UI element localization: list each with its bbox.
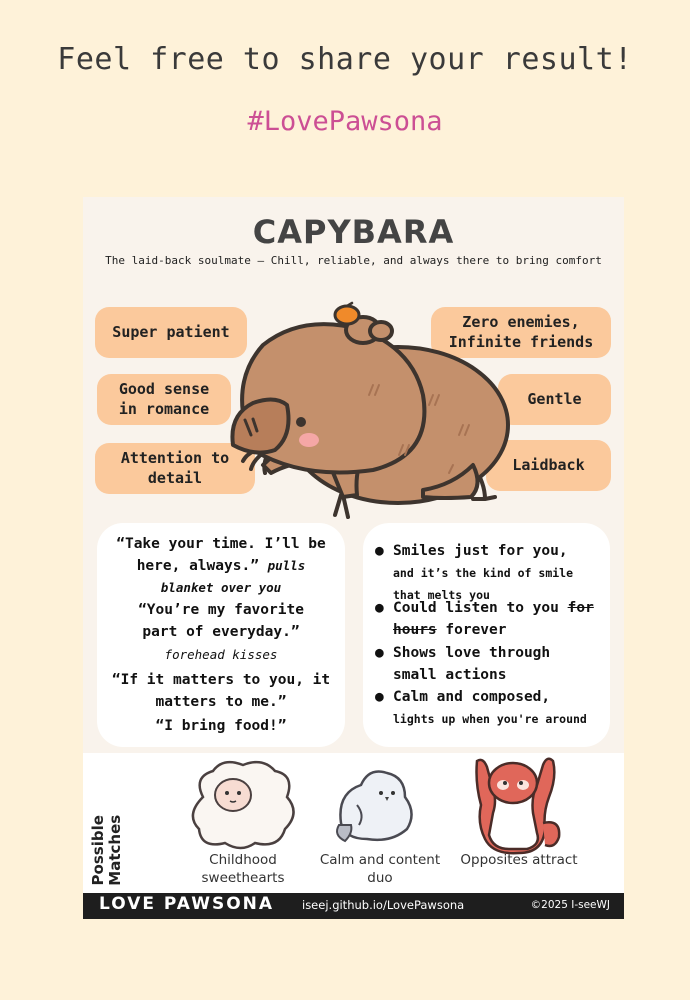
quotes-panel [97, 523, 345, 747]
quote-text: “You’re my favorite part of everyday.” [138, 602, 304, 640]
match-label: Opposites attract [460, 852, 578, 868]
trait-label: Super patient [112, 322, 230, 341]
hashtag: #LovePawsona [247, 106, 443, 137]
trait-label: Laidback [512, 455, 585, 474]
match-label: Childhood sweethearts [201, 852, 285, 887]
list-item: ● Could listen to you for hours forever [375, 600, 594, 638]
quote-action: pulls blanket over you [160, 557, 306, 595]
quote-text: “I bring food!” [155, 718, 287, 734]
matches-heading: Possible Matches [88, 814, 124, 886]
sheep-icon [183, 757, 305, 853]
list-item: ● Calm and composed, lights up when you're around [375, 689, 587, 726]
capybara-illustration [223, 285, 513, 520]
site-url: iseej.github.io/LovePawsona [302, 898, 465, 912]
match-label: Calm and content duo [319, 852, 441, 887]
trait-label: Attention to detail [120, 449, 230, 487]
list-item: ● Shows love through small actions [375, 645, 551, 683]
quote-text: “Take your time. I’ll be here, always.” pulls blanket over you [116, 536, 326, 595]
possible-matches [83, 753, 624, 893]
result-card [83, 197, 624, 919]
share-heading: Feel free to share your result! [57, 42, 633, 77]
trait-label: Good sense in romance [118, 380, 210, 418]
card-title: CAPYBARA [252, 213, 455, 251]
card-subtitle: The laid-back soulmate – Chill, reliable, and always there to bring comfort [105, 254, 602, 267]
quote-text: “If it matters to you, it matters to me.” [111, 672, 331, 710]
trait-label: Gentle [527, 389, 582, 408]
copyright: ©2025 I-seeWJ [530, 899, 610, 911]
trait-pill [97, 374, 231, 425]
bird-icon [331, 763, 419, 849]
list-item: ● Smiles just for you, and it’s the kind of smile that melts you [375, 543, 574, 602]
card-footer [83, 893, 624, 919]
brand-logo: LOVE PAWSONA [99, 894, 275, 914]
traits-list-panel [363, 523, 610, 747]
red-panda-icon [463, 753, 563, 857]
trait-label: Zero enemies, Infinite friends [448, 313, 594, 351]
quote-action: forehead kisses [164, 647, 278, 662]
trait-pill [498, 374, 611, 425]
